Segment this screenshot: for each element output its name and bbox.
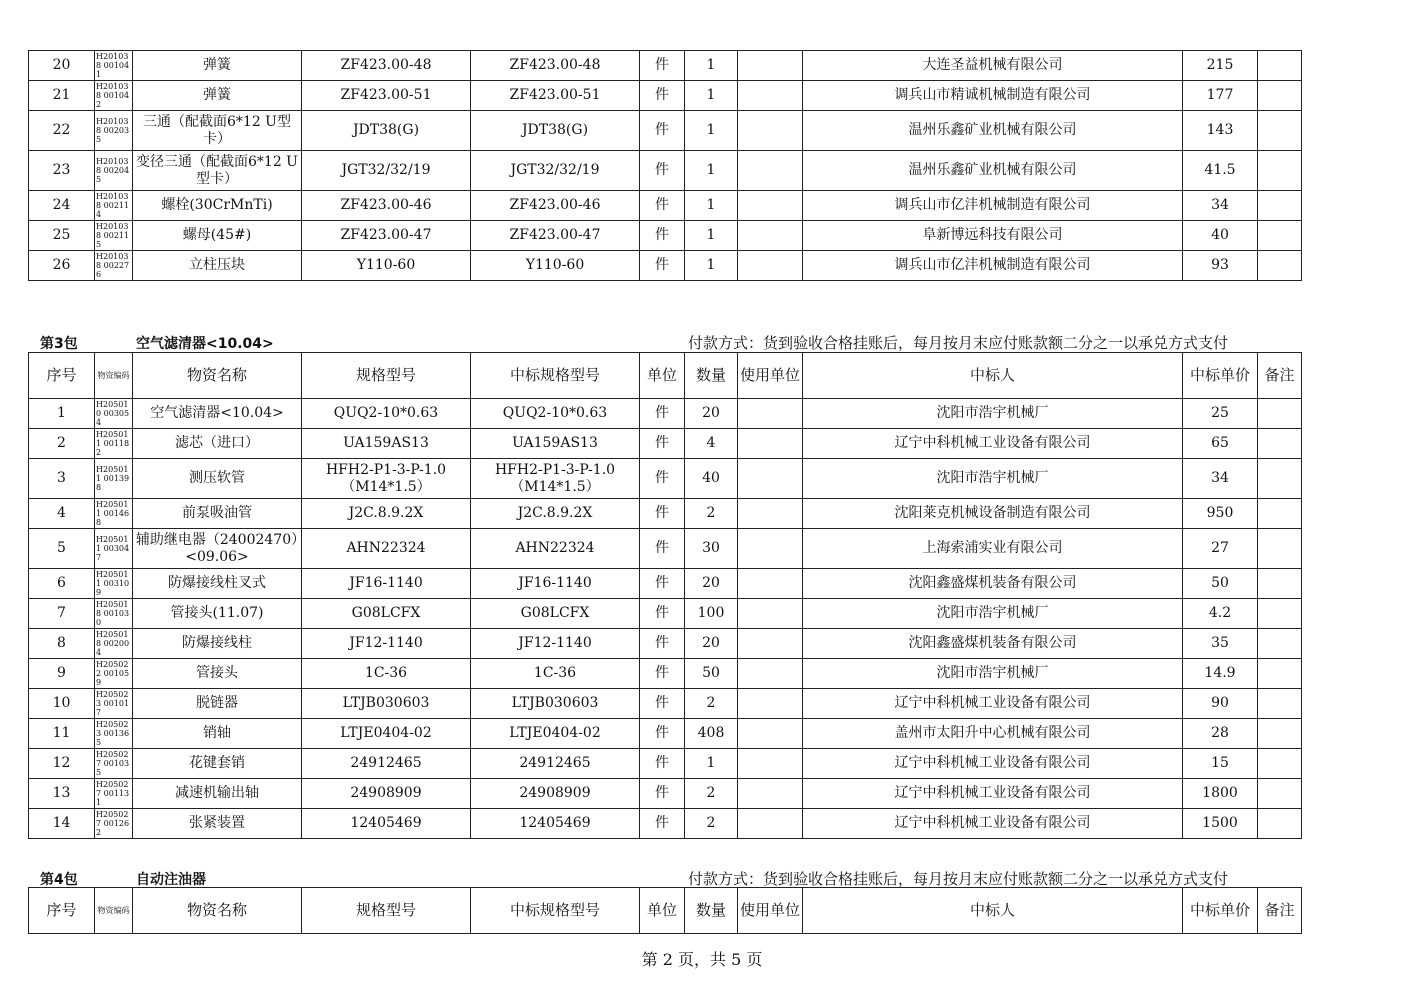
- cell-unit: 件: [640, 779, 685, 809]
- header-user: 使用单位: [738, 353, 803, 399]
- cell-bid-spec: JGT32/32/19: [471, 151, 640, 191]
- cell-bid-spec: J2C.8.9.2X: [471, 499, 640, 529]
- previous-package-table: [28, 50, 1302, 281]
- cell-user: [738, 689, 803, 719]
- cell-code: H201038 002035: [95, 111, 133, 151]
- cell-code: H201038 001042: [95, 81, 133, 111]
- cell-unit: 件: [640, 719, 685, 749]
- header-no: 序号: [29, 888, 95, 934]
- cell-name: 管接头(11.07): [133, 599, 302, 629]
- cell-unit: 件: [640, 689, 685, 719]
- cell-user: [738, 81, 803, 111]
- cell-note: [1258, 689, 1302, 719]
- cell-unit: 件: [640, 191, 685, 221]
- cell-note: [1258, 111, 1302, 151]
- cell-name: 销轴: [133, 719, 302, 749]
- cell-price: 14.9: [1183, 659, 1258, 689]
- cell-note: [1258, 221, 1302, 251]
- cell-bid-spec: 1C-36: [471, 659, 640, 689]
- cell-spec: JDT38(G): [302, 111, 471, 151]
- package4-payment-terms: 付款方式：货到验收合格挂账后，每月按月末应付账款额二分之一以承兑方式支付: [688, 870, 1229, 888]
- cell-user: [738, 719, 803, 749]
- cell-name: 花键套销: [133, 749, 302, 779]
- cell-winner: 辽宁中科机械工业设备有限公司: [803, 809, 1183, 839]
- cell-note: [1258, 399, 1302, 429]
- header-note: 备注: [1258, 353, 1302, 399]
- cell-spec: ZF423.00-46: [302, 191, 471, 221]
- header-code: 物资编码: [95, 888, 133, 934]
- cell-price: 50: [1183, 569, 1258, 599]
- cell-code: H205018 001030: [95, 599, 133, 629]
- cell-bid-spec: ZF423.00-51: [471, 81, 640, 111]
- cell-note: [1258, 719, 1302, 749]
- cell-spec: 12405469: [302, 809, 471, 839]
- cell-user: [738, 191, 803, 221]
- cell-no: 7: [29, 599, 95, 629]
- cell-unit: 件: [640, 429, 685, 459]
- cell-bid-spec: G08LCFX: [471, 599, 640, 629]
- cell-unit: 件: [640, 599, 685, 629]
- cell-spec: ZF423.00-48: [302, 51, 471, 81]
- cell-qty: 2: [685, 689, 738, 719]
- cell-user: [738, 749, 803, 779]
- cell-user: [738, 51, 803, 81]
- table-row: [29, 151, 1302, 191]
- cell-name: 测压软管: [133, 459, 302, 499]
- cell-spec: AHN22324: [302, 529, 471, 569]
- cell-note: [1258, 81, 1302, 111]
- cell-code: H205011 003047: [95, 529, 133, 569]
- table-row: [29, 629, 1302, 659]
- cell-qty: 1: [685, 251, 738, 281]
- cell-note: [1258, 529, 1302, 569]
- cell-price: 35: [1183, 629, 1258, 659]
- cell-unit: 件: [640, 111, 685, 151]
- cell-code: H205011 001468: [95, 499, 133, 529]
- cell-name: 辅助继电器（24002470）<09.06>: [133, 529, 302, 569]
- cell-spec: LTJE0404-02: [302, 719, 471, 749]
- cell-note: [1258, 659, 1302, 689]
- cell-name: 前泵吸油管: [133, 499, 302, 529]
- cell-name: 弹簧: [133, 81, 302, 111]
- cell-no: 11: [29, 719, 95, 749]
- cell-spec: JGT32/32/19: [302, 151, 471, 191]
- cell-winner: 调兵山市精诚机械制造有限公司: [803, 81, 1183, 111]
- cell-price: 143: [1183, 111, 1258, 151]
- header-spec: 规格型号: [302, 353, 471, 399]
- package3-label: 第3包: [40, 336, 78, 352]
- cell-user: [738, 111, 803, 151]
- cell-note: [1258, 599, 1302, 629]
- cell-name: 螺栓(30CrMnTi): [133, 191, 302, 221]
- cell-qty: 20: [685, 399, 738, 429]
- header-row: [29, 888, 1302, 934]
- table-row: [29, 659, 1302, 689]
- cell-no: 24: [29, 191, 95, 221]
- cell-user: [738, 151, 803, 191]
- cell-price: 15: [1183, 749, 1258, 779]
- cell-spec: Y110-60: [302, 251, 471, 281]
- cell-qty: 1: [685, 51, 738, 81]
- header-unit: 单位: [640, 353, 685, 399]
- cell-bid-spec: UA159AS13: [471, 429, 640, 459]
- cell-bid-spec: ZF423.00-47: [471, 221, 640, 251]
- page-footer: 第 2 页，共 5 页: [641, 950, 763, 969]
- header-spec: 规格型号: [302, 888, 471, 934]
- cell-code: H201038 002114: [95, 191, 133, 221]
- cell-note: [1258, 151, 1302, 191]
- header-winner: 中标人: [803, 353, 1183, 399]
- cell-user: [738, 629, 803, 659]
- cell-bid-spec: ZF423.00-48: [471, 51, 640, 81]
- cell-no: 4: [29, 499, 95, 529]
- cell-price: 1800: [1183, 779, 1258, 809]
- cell-qty: 50: [685, 659, 738, 689]
- header-no: 序号: [29, 353, 95, 399]
- cell-price: 28: [1183, 719, 1258, 749]
- cell-name: 三通（配截面6*12 U型卡）: [133, 111, 302, 151]
- cell-price: 34: [1183, 191, 1258, 221]
- cell-unit: 件: [640, 151, 685, 191]
- cell-name: 张紧装置: [133, 809, 302, 839]
- table-row: [29, 221, 1302, 251]
- cell-spec: QUQ2-10*0.63: [302, 399, 471, 429]
- cell-name: 滤芯（进口）: [133, 429, 302, 459]
- cell-code: H205027 001262: [95, 809, 133, 839]
- cell-no: 9: [29, 659, 95, 689]
- cell-unit: 件: [640, 569, 685, 599]
- cell-winner: 沈阳市浩宇机械厂: [803, 659, 1183, 689]
- cell-no: 13: [29, 779, 95, 809]
- cell-code: H205010 003054: [95, 399, 133, 429]
- cell-name: 减速机输出轴: [133, 779, 302, 809]
- cell-name: 弹簧: [133, 51, 302, 81]
- cell-unit: 件: [640, 659, 685, 689]
- cell-no: 20: [29, 51, 95, 81]
- cell-winner: 沈阳市浩宇机械厂: [803, 599, 1183, 629]
- table-row: [29, 191, 1302, 221]
- cell-price: 177: [1183, 81, 1258, 111]
- cell-bid-spec: 24912465: [471, 749, 640, 779]
- cell-unit: 件: [640, 399, 685, 429]
- cell-no: 22: [29, 111, 95, 151]
- cell-no: 25: [29, 221, 95, 251]
- cell-no: 21: [29, 81, 95, 111]
- cell-price: 65: [1183, 429, 1258, 459]
- cell-note: [1258, 191, 1302, 221]
- cell-price: 90: [1183, 689, 1258, 719]
- cell-user: [738, 569, 803, 599]
- cell-code: H205023 001017: [95, 689, 133, 719]
- cell-code: H205027 001035: [95, 749, 133, 779]
- table-row: [29, 499, 1302, 529]
- cell-no: 12: [29, 749, 95, 779]
- package4-table: [28, 887, 1302, 934]
- cell-winner: 调兵山市亿沣机械制造有限公司: [803, 251, 1183, 281]
- cell-code: H201038 002115: [95, 221, 133, 251]
- cell-winner: 沈阳莱克机械设备制造有限公司: [803, 499, 1183, 529]
- header-price: 中标单价: [1183, 353, 1258, 399]
- cell-qty: 1: [685, 151, 738, 191]
- cell-unit: 件: [640, 749, 685, 779]
- cell-no: 3: [29, 459, 95, 499]
- cell-spec: ZF423.00-51: [302, 81, 471, 111]
- cell-code: H205027 001131: [95, 779, 133, 809]
- cell-qty: 1: [685, 81, 738, 111]
- table-row: [29, 51, 1302, 81]
- cell-note: [1258, 749, 1302, 779]
- cell-note: [1258, 569, 1302, 599]
- cell-note: [1258, 251, 1302, 281]
- cell-winner: 盖州市太阳升中心机械有限公司: [803, 719, 1183, 749]
- cell-qty: 2: [685, 779, 738, 809]
- cell-qty: 40: [685, 459, 738, 499]
- cell-spec: ZF423.00-47: [302, 221, 471, 251]
- table-row: [29, 529, 1302, 569]
- cell-user: [738, 809, 803, 839]
- cell-name: 管接头: [133, 659, 302, 689]
- cell-user: [738, 599, 803, 629]
- table-row: [29, 459, 1302, 499]
- cell-winner: 沈阳鑫盛煤机装备有限公司: [803, 629, 1183, 659]
- cell-note: [1258, 499, 1302, 529]
- cell-winner: 辽宁中科机械工业设备有限公司: [803, 689, 1183, 719]
- table-row: [29, 399, 1302, 429]
- cell-name: 脱链器: [133, 689, 302, 719]
- cell-user: [738, 459, 803, 499]
- cell-code: H201038 002045: [95, 151, 133, 191]
- cell-code: H201038 002276: [95, 251, 133, 281]
- cell-qty: 408: [685, 719, 738, 749]
- table-row: [29, 569, 1302, 599]
- cell-spec: JF16-1140: [302, 569, 471, 599]
- table-row: [29, 111, 1302, 151]
- cell-qty: 2: [685, 809, 738, 839]
- cell-bid-spec: LTJE0404-02: [471, 719, 640, 749]
- cell-name: 防爆接线柱叉式: [133, 569, 302, 599]
- cell-spec: JF12-1140: [302, 629, 471, 659]
- package3-name: 空气滤清器<10.04>: [136, 336, 274, 352]
- header-price: 中标单价: [1183, 888, 1258, 934]
- cell-code: H205023 001365: [95, 719, 133, 749]
- cell-spec: LTJB030603: [302, 689, 471, 719]
- header-bid-spec: 中标规格型号: [471, 353, 640, 399]
- cell-unit: 件: [640, 809, 685, 839]
- cell-bid-spec: JF16-1140: [471, 569, 640, 599]
- cell-qty: 20: [685, 569, 738, 599]
- cell-price: 215: [1183, 51, 1258, 81]
- cell-spec: HFH2-P1-3-P-1.0（M14*1.5）: [302, 459, 471, 499]
- cell-qty: 2: [685, 499, 738, 529]
- cell-bid-spec: Y110-60: [471, 251, 640, 281]
- cell-winner: 沈阳市浩宇机械厂: [803, 399, 1183, 429]
- cell-code: H205011 003109: [95, 569, 133, 599]
- cell-name: 防爆接线柱: [133, 629, 302, 659]
- cell-code: H205011 001182: [95, 429, 133, 459]
- header-code: 物资编码: [95, 353, 133, 399]
- table-row: [29, 689, 1302, 719]
- cell-spec: 24908909: [302, 779, 471, 809]
- header-user: 使用单位: [738, 888, 803, 934]
- header-row: [29, 353, 1302, 399]
- cell-bid-spec: QUQ2-10*0.63: [471, 399, 640, 429]
- table-row: [29, 779, 1302, 809]
- cell-user: [738, 399, 803, 429]
- cell-winner: 辽宁中科机械工业设备有限公司: [803, 749, 1183, 779]
- cell-winner: 温州乐鑫矿业机械有限公司: [803, 151, 1183, 191]
- cell-qty: 100: [685, 599, 738, 629]
- cell-winner: 温州乐鑫矿业机械有限公司: [803, 111, 1183, 151]
- cell-bid-spec: AHN22324: [471, 529, 640, 569]
- header-unit: 单位: [640, 888, 685, 934]
- cell-unit: 件: [640, 251, 685, 281]
- cell-unit: 件: [640, 459, 685, 499]
- cell-user: [738, 529, 803, 569]
- cell-user: [738, 659, 803, 689]
- cell-bid-spec: LTJB030603: [471, 689, 640, 719]
- cell-qty: 30: [685, 529, 738, 569]
- cell-code: H201038 001041: [95, 51, 133, 81]
- cell-bid-spec: HFH2-P1-3-P-1.0（M14*1.5）: [471, 459, 640, 499]
- table-row: [29, 809, 1302, 839]
- header-bid-spec: 中标规格型号: [471, 888, 640, 934]
- cell-note: [1258, 51, 1302, 81]
- cell-user: [738, 221, 803, 251]
- cell-unit: 件: [640, 81, 685, 111]
- cell-code: H205022 001059: [95, 659, 133, 689]
- cell-no: 23: [29, 151, 95, 191]
- cell-qty: 1: [685, 221, 738, 251]
- table-row: [29, 81, 1302, 111]
- package3-table: [28, 352, 1302, 839]
- cell-no: 6: [29, 569, 95, 599]
- cell-winner: 上海索浦实业有限公司: [803, 529, 1183, 569]
- cell-spec: UA159AS13: [302, 429, 471, 459]
- cell-winner: 大连圣益机械有限公司: [803, 51, 1183, 81]
- cell-spec: G08LCFX: [302, 599, 471, 629]
- cell-note: [1258, 779, 1302, 809]
- cell-price: 40: [1183, 221, 1258, 251]
- cell-no: 1: [29, 399, 95, 429]
- cell-user: [738, 251, 803, 281]
- cell-price: 25: [1183, 399, 1258, 429]
- cell-qty: 20: [685, 629, 738, 659]
- cell-code: H205018 002004: [95, 629, 133, 659]
- cell-bid-spec: JDT38(G): [471, 111, 640, 151]
- table-row: [29, 599, 1302, 629]
- cell-bid-spec: 24908909: [471, 779, 640, 809]
- cell-winner: 辽宁中科机械工业设备有限公司: [803, 779, 1183, 809]
- cell-note: [1258, 629, 1302, 659]
- table-row: [29, 749, 1302, 779]
- cell-qty: 4: [685, 429, 738, 459]
- cell-name: 立柱压块: [133, 251, 302, 281]
- package4-label: 第4包: [40, 872, 78, 888]
- cell-bid-spec: 12405469: [471, 809, 640, 839]
- cell-spec: J2C.8.9.2X: [302, 499, 471, 529]
- cell-qty: 1: [685, 111, 738, 151]
- cell-no: 10: [29, 689, 95, 719]
- cell-price: 950: [1183, 499, 1258, 529]
- cell-name: 螺母(45#): [133, 221, 302, 251]
- cell-unit: 件: [640, 51, 685, 81]
- cell-unit: 件: [640, 629, 685, 659]
- cell-note: [1258, 459, 1302, 499]
- cell-note: [1258, 429, 1302, 459]
- package3-payment-terms: 付款方式：货到验收合格挂账后，每月按月末应付账款额二分之一以承兑方式支付: [688, 334, 1229, 352]
- cell-unit: 件: [640, 499, 685, 529]
- header-name: 物资名称: [133, 353, 302, 399]
- cell-bid-spec: JF12-1140: [471, 629, 640, 659]
- cell-no: 8: [29, 629, 95, 659]
- cell-no: 26: [29, 251, 95, 281]
- cell-winner: 调兵山市亿沣机械制造有限公司: [803, 191, 1183, 221]
- cell-name: 变径三通（配截面6*12 U型卡）: [133, 151, 302, 191]
- cell-price: 93: [1183, 251, 1258, 281]
- header-qty: 数量: [685, 888, 738, 934]
- cell-name: 空气滤清器<10.04>: [133, 399, 302, 429]
- table-row: [29, 719, 1302, 749]
- cell-qty: 1: [685, 749, 738, 779]
- cell-spec: 24912465: [302, 749, 471, 779]
- header-winner: 中标人: [803, 888, 1183, 934]
- cell-price: 4.2: [1183, 599, 1258, 629]
- cell-winner: 沈阳鑫盛煤机装备有限公司: [803, 569, 1183, 599]
- cell-winner: 辽宁中科机械工业设备有限公司: [803, 429, 1183, 459]
- cell-price: 1500: [1183, 809, 1258, 839]
- cell-no: 2: [29, 429, 95, 459]
- cell-user: [738, 499, 803, 529]
- cell-winner: 沈阳市浩宇机械厂: [803, 459, 1183, 499]
- cell-unit: 件: [640, 221, 685, 251]
- cell-no: 14: [29, 809, 95, 839]
- header-qty: 数量: [685, 353, 738, 399]
- header-name: 物资名称: [133, 888, 302, 934]
- cell-unit: 件: [640, 529, 685, 569]
- cell-qty: 1: [685, 191, 738, 221]
- cell-price: 34: [1183, 459, 1258, 499]
- cell-price: 27: [1183, 529, 1258, 569]
- cell-no: 5: [29, 529, 95, 569]
- package4-name: 自动注油器: [136, 872, 206, 888]
- cell-user: [738, 779, 803, 809]
- cell-user: [738, 429, 803, 459]
- cell-bid-spec: ZF423.00-46: [471, 191, 640, 221]
- cell-spec: 1C-36: [302, 659, 471, 689]
- cell-winner: 阜新博远科技有限公司: [803, 221, 1183, 251]
- cell-note: [1258, 809, 1302, 839]
- table-row: [29, 251, 1302, 281]
- cell-price: 41.5: [1183, 151, 1258, 191]
- table-row: [29, 429, 1302, 459]
- cell-code: H205011 001398: [95, 459, 133, 499]
- header-note: 备注: [1258, 888, 1302, 934]
